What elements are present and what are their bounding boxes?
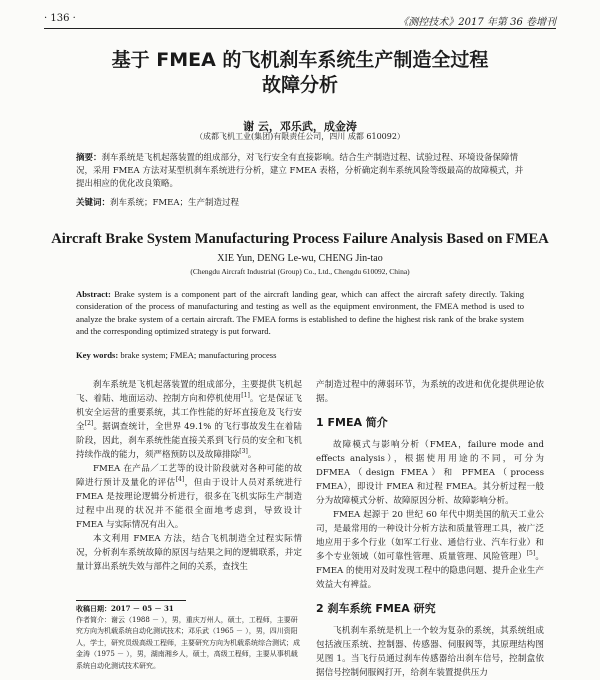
abstract-en-label: Abstract: (76, 289, 111, 299)
paper-title-cn (30, 48, 570, 98)
title-line-2: 故障分析 (261, 74, 338, 96)
keywords-cn-text: 刹车系统；FMEA；生产制造过程 (110, 198, 239, 208)
paragraph: FMEA 起源于 20 世纪 60 年代中期美国的航天工业公司，是最常用的一种设计分析方法和质量管理工具，被广泛地应用于多个行业（如军工行业、通信行业、汽车行业）和多个专业领域（如可靠性管理、质量管理、风险管理）[5]。FMEA 的使用对及时发现工程中的隐患问题、提升企业生产效益大有裨益。 (316, 510, 544, 590)
body-column-left (76, 378, 302, 574)
section-heading-2: 2 刹车系统 FMEA 研究 (316, 602, 436, 615)
keywords-en-label: Key words: (76, 350, 119, 360)
author-bio: 作者简介：谢云（1988 － ），男，重庆万州人，硕士，工程师，主要研究方向为机载系统自动化测试技术；邓乐武（1965 － ），男，四川资阳人，学士，研究员级高级工程师，主要研究方向为机载系统综合测试；成金涛（1975 － ），男，湖南湘乡人，硕士，高级工程师，主要从事机载系统自动化测试技术研究。 (76, 615, 300, 670)
paragraph: 飞机刹车系统是机上一个较为复杂的系统，其系统组成包括液压系统、控制器、传感器、伺服阀等，其原理结构图见图 1。当飞行员通过刹车传感器给出刹车信号，控制盒依据信号控制伺服阀打开，给刹车装置提供压力 (316, 626, 544, 678)
title-line-1: 基于 FMEA 的飞机刹车系统生产制造全过程 (111, 49, 489, 71)
paragraph: 刹车系统是飞机起落装置的组成部分，主要提供飞机起飞、着陆、地面运动、控制方向和停机使用[1]。它是保证飞机安全运营的重要系统，其工作性能的好坏直接危及飞行安全[2]。据调查统计，全世界 49.1% 的飞行事故发生在着陆阶段，因此，刹车系统性能直接关系到飞行员的安全和飞机持续作战的能力，须严格预防以及故障排除[3]。 (76, 380, 302, 460)
abstract-en-text: Brake system is a component part of the aircraft landing gear, which can affect the aircraft safety directly. Taking consideration of the process of manufacturing and testing as well as the equipment environment, the FMEA method is used to analyze the brake system of a certain aircraft. The FMEA forms is established to define the highest risk rank of the brake system and the corresponding optimized strategy is put forward. (76, 289, 524, 336)
affiliation-cn: （成都飞机工业(集团)有限责任公司，四川 成都 610092） (195, 132, 405, 141)
affiliation-en: (Chengdu Aircraft Industrial (Group) Co., Ltd., Chengdu 610092, China) (190, 267, 410, 276)
paragraph: 产制造过程中的薄弱环节，为系统的改进和优化提供理论依据。 (316, 380, 544, 404)
authors-en: XIE Yun, DENG Le-wu, CHENG Jin-tao (217, 253, 383, 264)
keywords-cn-label: 关键词： (76, 198, 111, 208)
citation[interactable]: [2] (84, 420, 94, 428)
citation[interactable]: [5] (526, 550, 536, 558)
paragraph: 故障模式与影响分析（FMEA，failure mode and effects analysis），根据使用用途的不同，可分为 DFMEA（design FMEA）和 PFMEA（process FMEA），即设计 FMEA 和过程 FMEA。其分析过程一般分为故障模式分析、故障原因分析、故障影响分析。 (316, 440, 544, 506)
journal-name: 《测控技术》2017 年第 36 卷增刊 (398, 17, 556, 28)
keywords-cn (76, 196, 524, 208)
citation[interactable]: [3] (239, 448, 248, 456)
paper-title-en: Aircraft Brake System Manufacturing Process Failure Analysis Based on FMEA (51, 231, 549, 247)
paragraph: FMEA 在产品／工艺等的设计阶段就对各种可能的故障进行预计及量化的评估[4]，但由于设计人员对系统进行 FMEA 是按理论逻辑分析进行，很多在飞机实际生产制造过程中出现的状况并不能很全面地考虑到，导致设计 FMEA 与实际情况有出入。 (76, 464, 302, 530)
abstract-en (76, 288, 524, 337)
footnote (76, 603, 302, 672)
page-number: · 136 · (44, 13, 76, 24)
authors-cn: 谢 云，邓乐武，成金涛 (243, 120, 357, 133)
paragraph: 本文利用 FMEA 方法，结合飞机制造全过程实际情况，分析刹车系统故障的原因与结果之间的逻辑联系，并定量计算出系统失效与部件之间的关系，查找生 (76, 534, 302, 572)
received-date: 收稿日期：2017 － 05 － 31 (76, 604, 174, 613)
citation[interactable]: [1] (241, 392, 250, 400)
abstract-cn-label: 摘要： (76, 153, 102, 163)
footnote-divider (76, 600, 186, 601)
keywords-en-text: brake system; FMEA; manufacturing process (120, 350, 277, 360)
abstract-cn (76, 152, 524, 191)
running-header (44, 12, 556, 29)
citation[interactable]: [4] (175, 476, 185, 484)
abstract-cn-text: 刹车系统是飞机起落装置的组成部分，对飞行安全有直接影响。结合生产制造过程、试验过程、环境设备保障情况，采用 FMEA 方法对某型机刹车系统进行分析，建立 FMEA 表格，分析确定刹车系统风险等级最高的故障模式，并提出相应的优化改良策略。 (76, 153, 524, 189)
section-heading-1: 1 FMEA 简介 (316, 416, 388, 429)
keywords-en (76, 350, 524, 360)
body-column-right (316, 378, 544, 680)
